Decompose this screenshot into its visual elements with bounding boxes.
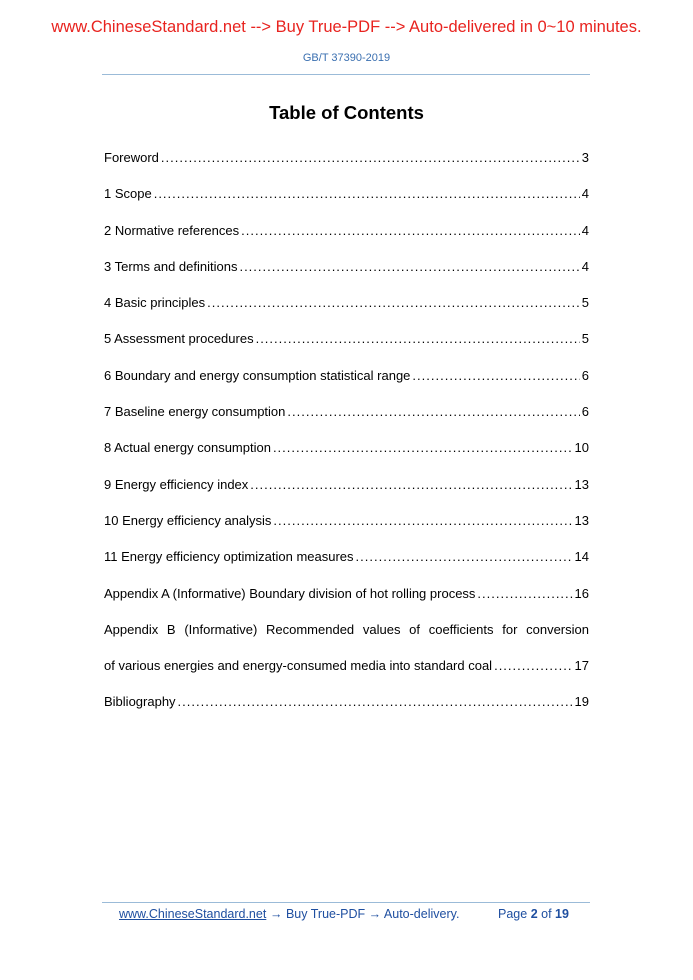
toc-page-number: 14 [574, 549, 589, 565]
toc-page-number: 19 [574, 694, 589, 710]
toc-entry-appendix-a[interactable] [104, 584, 589, 620]
toc-label: 3 Terms and definitions [104, 258, 238, 274]
toc-leader [154, 184, 580, 204]
footer-divider [102, 902, 590, 903]
toc-page-number: 10 [574, 440, 589, 456]
page-total: 19 [555, 907, 569, 921]
toc-page-number: 6 [581, 367, 589, 383]
toc-leader [250, 475, 572, 495]
toc-entry-bibliography[interactable] [104, 692, 589, 728]
toc-entry-foreword[interactable] [104, 148, 589, 184]
toc-leader [412, 366, 579, 386]
table-of-contents [104, 148, 589, 729]
toc-label: 9 Energy efficiency index [104, 476, 249, 492]
toc-page-number: 13 [574, 476, 589, 492]
toc-label: 6 Boundary and energy consumption statistical range [104, 367, 411, 383]
toc-entry-assessment-procedures[interactable] [104, 329, 589, 365]
page-title: Table of Contents [269, 102, 424, 123]
toc-entry-actual-energy[interactable] [104, 438, 589, 474]
toc-page-number: 16 [574, 585, 589, 601]
toc-leader [161, 148, 580, 168]
page-prefix: Page [498, 907, 528, 921]
toc-page-number: 17 [574, 658, 589, 674]
page-of: of [541, 907, 552, 921]
toc-entry-efficiency-index[interactable] [104, 475, 589, 511]
toc-label: 4 Basic principles [104, 295, 206, 311]
toc-entry-appendix-b[interactable] [104, 620, 589, 693]
toc-leader [287, 402, 579, 422]
toc-leader [273, 438, 573, 458]
toc-leader [477, 584, 572, 604]
toc-label: 8 Actual energy consumption [104, 440, 271, 456]
toc-label: 11 Energy efficiency optimization measures [104, 549, 354, 565]
toc-label: Foreword [104, 150, 159, 165]
toc-entry-scope[interactable] [104, 184, 589, 220]
toc-page-number: 4 [581, 258, 589, 274]
header-divider [102, 74, 590, 75]
toc-label: 1 Scope [104, 186, 152, 202]
toc-leader [241, 221, 580, 241]
toc-entry-terms-definitions[interactable] [104, 257, 589, 293]
toc-entry-boundary-range[interactable] [104, 366, 589, 402]
toc-leader [273, 511, 572, 531]
toc-page-number: 5 [581, 331, 589, 347]
toc-page-number: 4 [581, 186, 589, 202]
toc-page-number: 6 [581, 404, 589, 420]
toc-leader [356, 547, 573, 567]
page-current: 2 [530, 907, 538, 921]
footer-site-link[interactable]: www.ChineseStandard.net [119, 907, 267, 921]
toc-page-number: 4 [581, 222, 589, 238]
toc-label: 2 Normative references [104, 222, 240, 238]
toc-entry-basic-principles[interactable] [104, 293, 589, 329]
toc-leader [494, 656, 572, 676]
toc-page-number: 3 [581, 150, 589, 165]
toc-entry-optimization-measures[interactable] [104, 547, 589, 583]
toc-entry-normative-references[interactable] [104, 221, 589, 257]
toc-entry-baseline-energy[interactable] [104, 402, 589, 438]
toc-label-line1: Appendix B (Informative) Recommended values of coefficients for conversion [104, 621, 589, 637]
page-indicator [498, 907, 569, 921]
toc-label: 5 Assessment procedures [104, 331, 254, 347]
toc-page-number: 5 [581, 295, 589, 311]
toc-leader [256, 329, 580, 349]
toc-page-number: 13 [574, 512, 589, 528]
standard-number: GB/T 37390-2019 [302, 52, 391, 64]
toc-entry-efficiency-analysis[interactable] [104, 511, 589, 547]
toc-label: Appendix A (Informative) Boundary division of hot rolling process [104, 585, 476, 601]
promo-banner[interactable]: www.ChineseStandard.net --> Buy True-PDF --> Auto-delivered in 0~10 minutes. [51, 18, 642, 36]
toc-label: 7 Baseline energy consumption [104, 404, 286, 420]
toc-leader [178, 692, 573, 712]
toc-label: Bibliography [104, 694, 176, 710]
toc-leader [207, 293, 580, 313]
footer-tagline: → Buy True-PDF → Auto-delivery. [270, 907, 460, 921]
toc-label: 10 Energy efficiency analysis [104, 512, 272, 528]
toc-label-line2: of various energies and energy-consumed media into standard coal [104, 658, 493, 674]
toc-leader [239, 257, 579, 277]
